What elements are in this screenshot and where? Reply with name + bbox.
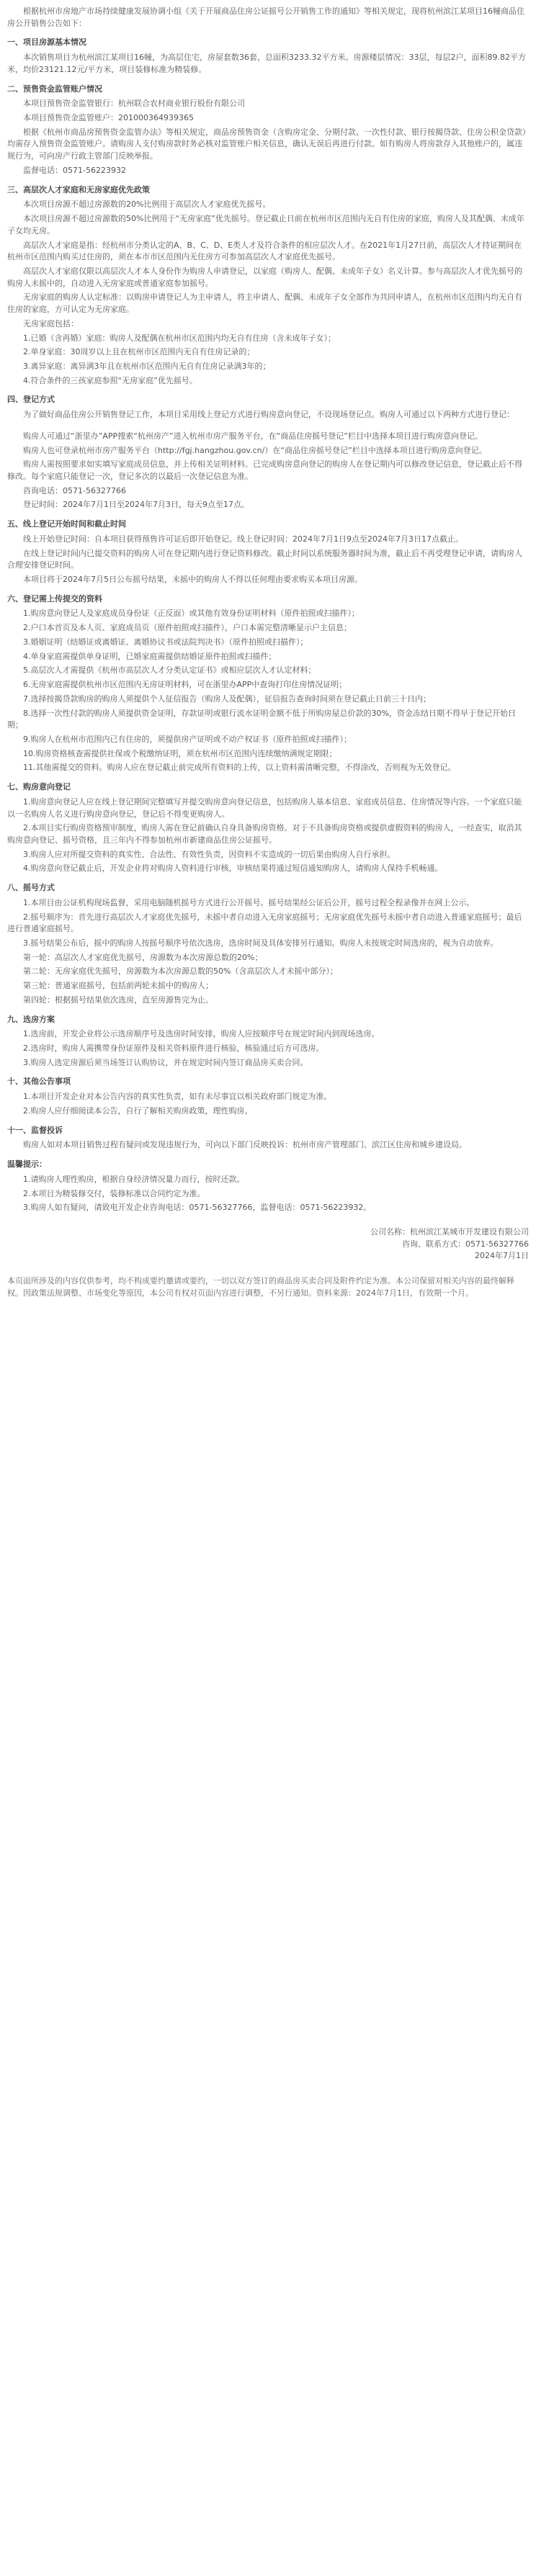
section-7-p1: 1.购房意向登记人应在线上登记期间完整填写并提交购房意向登记信息，包括购房人基本信息、家庭成员信息、住房情况等内容。一个家庭只能以一名购房人名义进行购房意向登记，登记后不得变更购房人。: [7, 796, 522, 819]
list-item: 2.单身家庭：30周岁以上且在杭州市区范围内无自有住房记录的；: [23, 347, 255, 357]
list-item: 10.购房资格核查需提供社保或个税缴纳证明，须在杭州市区范围内连续缴纳满规定期限；: [23, 748, 337, 758]
list-item: 3.婚姻证明（结婚证或离婚证、离婚协议书或法院判决书）（原件拍照或扫描件）；: [23, 637, 308, 647]
sign-date: 2024年7月1日: [475, 1251, 529, 1261]
section-8-p3: 3.摇号结果公布后，摇中的购房人按摇号顺序号依次选房，选房时间及具体安排另行通知。购房人未按规定时间选房的，视为自动放弃。: [23, 938, 499, 948]
section-5-p2: 在线上登记时间内已提交资料的购房人可在登记期内进行登记资料修改。截止时间以系统服务器时间为准，截止后不再受理登记申请，请购房人合理安排登记时间。: [7, 548, 522, 570]
section-2-text: 根据《杭州市商品房预售资金监管办法》等相关规定，商品房预售资金（含购房定金、分期付款、一次性付款、银行按揭贷款、住房公积金贷款）均需存入预售资金监管账户。请购房人支付购房款时务必核对监管账户相关信息，确认无误后再进行付款。如有购房人将房款存入其他账户的，属违规行为，可向房产行政主管部门反映举报。: [7, 127, 527, 161]
section-1-title: 一、项目房源基本情况: [7, 37, 86, 48]
section-3-list: [7, 333, 529, 387]
section-4-p3[interactable]: 购房人也可登录杭州市房产服务平台（http://fgj.hangzhou.gov.cn/）在“商品住房摇号登记”栏目中选择本项目进行购房意向登记。: [23, 445, 487, 455]
section-5-p1: 线上开始登记时间：自本项目获得预售许可证后即开始登记。线上登记时间：2024年7月1日9点至2024年7月3日17点截止。: [23, 534, 463, 544]
section-11-p1: 购房人如对本项目销售过程有疑问或发现违规行为，可向以下部门反映投诉：杭州市房产管理部门、滨江区住房和城乡建设局。: [23, 1140, 467, 1150]
intro-text: 根据杭州市房地产市场持续健康发展协调小组《关于开展商品住房公证摇号公开销售工作的通知》等相关规定，现将杭州滨江某项目16幢商品住房公开销售公告如下：: [7, 6, 524, 28]
warning-p3: 3.购房人如有疑问，请致电开发企业咨询电话：0571-56327766，监督电话：0571-56223932。: [23, 1203, 372, 1213]
list-item: 11.其他需提交的资料。购房人应在登记截止前完成所有资料的上传，以上资料需清晰完整，不得涂改，否则视为无效登记。: [23, 763, 456, 773]
section-7-p3: 3.购房人应对所提交资料的真实性、合法性、有效性负责，因资料不实造成的一切后果由购房人自行承担。: [23, 849, 396, 859]
disclaimer-footer: 本页面所涉及的内容仅供参考，均不构成要约邀请或要约，一切以双方签订的商品房买卖合同及附件约定为准。本公司保留对相关内容的最终解释权。因政策法规调整、市场变化等原因，本公司有权对页面内容进行调整，不另行通知。资料来源：2024年7月1日，有效期一个月。: [7, 1276, 514, 1298]
section-7-p4: 4.购房意向登记截止后，开发企业将对购房人资料进行审核，审核结果将通过短信通知购房人，请购房人保持手机畅通。: [23, 863, 443, 874]
list-item: 3.离异家庭：离异满3年且在杭州市区范围内无自有住房记录满3年的；: [23, 361, 271, 371]
list-item: 6.无房家庭需提供杭州市区范围内无房证明材料，可在浙里办APP中查询打印住房情况证明；: [23, 680, 347, 690]
section-4-p4: 购房人需按照要求如实填写家庭成员信息，并上传相关证明材料。已完成购房意向登记的购房人在登记期内可以修改登记信息，登记截止后不得修改。每个家庭只能登记一次，登记多次的以最后一次登记信息为准。: [7, 459, 522, 481]
section-3-sub: 无房家庭包括：: [23, 318, 79, 328]
section-4-p2: 购房人可通过“浙里办”APP搜索“杭州房产”进入杭州市房产服务平台，在“商品住房摇号登记”栏目中选择本项目进行购房意向登记。: [23, 431, 483, 441]
section-3-p4: 高层次人才家庭仅限以高层次人才本人身份作为购房人申请登记，以家庭（购房人、配偶、未成年子女）名义计算。参与高层次人才优先摇号的购房人未摇中的，自动进入无房家庭或普通家庭参加摇号。: [7, 266, 522, 288]
section-6-title: 六、登记需上传提交的资料: [7, 593, 102, 603]
section-10-p2: 2.购房人应仔细阅读本公告，自行了解相关购房政策，理性购房。: [23, 1105, 253, 1116]
list-item: 1.已婚（含再婚）家庭：购房人及配偶在杭州市区范围内均无自有住房（含未成年子女）；: [23, 333, 336, 343]
section-4-time: 登记时间：2024年7月1日至2024年7月3日，每天9点至17点。: [23, 500, 249, 510]
warning-p2: 2.本项目为精装修交付，装修标准以合同约定为准。: [23, 1188, 205, 1198]
warning-title: 温馨提示：: [7, 1159, 47, 1170]
list-item: 4.单身家庭需提供单身证明，已婚家庭需提供结婚证原件拍照或扫描件；: [23, 651, 277, 661]
section-4-title: 四、登记方式: [7, 395, 55, 405]
section-8-list: [7, 952, 529, 1007]
section-3-p2: 本次项目房源不超过房源数的50%比例用于“无房家庭”优先摇号。登记截止日前在杭州市区范围内无自有住房的家庭，购房人及其配偶、未成年子女均无房。: [7, 214, 524, 235]
section-3-p3: 高层次人才家庭是指：经杭州市分类认定的A、B、C、D、E类人才及符合条件的相应层次人才。在2021年1月27日前，高层次人才持证期间在杭州市区范围内购买过住房的，须在本市市区范围内无住房方可参加高层次人才家庭优先摇号。: [7, 240, 522, 262]
section-8-p1: 1.本项目由公证机构现场监督，采用电脑随机摇号方式进行公开摇号。摇号结果经公证后公开，摇号过程全程录像并在网上公示。: [23, 897, 475, 907]
section-3-p1: 本次项目房源不超过房源数的20%比例用于高层次人才家庭优先摇号。: [23, 199, 271, 210]
section-9-p1: 1.选房前，开发企业将公示选房顺序号及选房时间安排，购房人应按顺序号在规定时间内到现场选房。: [23, 1029, 380, 1039]
list-item: 5.高层次人才需提供《杭州市高层次人才分类认定证书》或相应层次人才认定材料；: [23, 665, 316, 676]
section-4-phone: 咨询电话：0571-56327766: [23, 485, 126, 495]
section-5-p3: 本项目将于2024年7月5日公布摇号结果，未摇中的购房人不得以任何理由要求购买本项目房源。: [23, 575, 362, 585]
list-item: 第二轮：无房家庭优先摇号，房源数为本次房源总数的50%（含高层次人才未摇中部分）；: [23, 966, 338, 977]
section-9-p3: 3.购房人选定房源后须当场签订认购协议，并在规定时间内签订商品房买卖合同。: [23, 1057, 308, 1067]
sign-phone: 咨询、联系方式：0571-56327766: [402, 1239, 529, 1249]
section-8-p2: 2.摇号顺序为：首先进行高层次人才家庭优先摇号，未摇中者自动进入无房家庭摇号；无房家庭优先摇号未摇中者自动进入普通家庭摇号；最后进行普通家庭摇号。: [7, 912, 522, 934]
list-item: 第一轮：高层次人才家庭优先摇号，房源数为本次房源总数的20%；: [23, 952, 263, 962]
sign-company: 公司名称：杭州滨江某城市开发建设有限公司: [370, 1226, 529, 1237]
section-6-list: [7, 608, 529, 774]
section-7-title: 七、购房意向登记: [7, 782, 71, 792]
section-2-title: 二、预售资金监管账户情况: [7, 84, 102, 94]
section-10-title: 十、其他公告事项: [7, 1077, 71, 1087]
section-3-p5: 无房家庭的购房人认定标准：以购房申请登记人为主申请人，将主申请人、配偶、未成年子女全部作为共同申请人，在杭州市区范围内均无自有住房的家庭，方可认定为无房家庭。: [7, 292, 522, 315]
supervision-bank: 本项目预售资金监管银行：杭州联合农村商业银行股份有限公司: [23, 99, 245, 109]
section-9-title: 九、选房方案: [7, 1014, 55, 1024]
list-item: 2.户口本首页及本人页、家庭成员页（原件拍照或扫描件），户口本需完整清晰显示户主信息；: [23, 623, 352, 633]
section-1-text: 本次销售项目为杭州滨江某项目16幢，为高层住宅，房屋套数36套，总面积3233.32平方米。房源楼层情况：33层，每层2户，面积89.82平方米，均价23121.12元/平方米，项目装修标准为精装修。: [7, 53, 526, 74]
section-3-title: 三、高层次人才家庭和无房家庭优先政策: [7, 184, 150, 194]
list-item: 第三轮：普通家庭摇号，包括前两轮未摇中的购房人；: [23, 981, 213, 991]
list-item: 1.购房意向登记人及家庭成员身份证（正反面）或其他有效身份证明材料（原件拍照或扫描件）；: [23, 609, 359, 619]
section-8-title: 八、摇号方式: [7, 883, 55, 893]
supervision-account: 本项目预售资金监管账户：201000364939365: [23, 113, 194, 123]
list-item: 第四轮：根据摇号结果依次选房，直至房源售完为止。: [23, 995, 213, 1005]
warning-p1: 1.请购房人理性购房，根据自身经济情况量力而行，按时还款。: [23, 1174, 245, 1184]
list-item: 9.购房人在杭州市范围内已有住房的，须提供房产证明或不动产权证书（原件拍照或扫描件）；: [23, 734, 352, 744]
section-7-p2: 2.本项目实行购房资格预审制度，购房人需在登记前确认自身具备购房资格。对于不具备购房资格或提供虚假资料的购房人，一经查实，取消其购房意向登记、摇号资格，且三年内不得参加杭州市新建商品住房公证摇号。: [7, 823, 522, 845]
section-10-p1: 1.本项目开发企业对本公告内容的真实性负责，如有未尽事宜以相关政府部门规定为准。: [23, 1092, 332, 1102]
list-item: 8.选择一次性付款的购房人须提供资金证明，存款证明或银行流水证明金额不低于所购房屋总价款的30%，资金冻结日期不得早于登记开始日期；: [7, 708, 516, 730]
section-9-p2: 2.选房时，购房人需携带身份证原件及相关资料原件进行核验，核验通过后方可选房。: [23, 1044, 324, 1054]
section-5-title: 五、线上登记开始时间和截止时间: [7, 519, 126, 529]
supervision-phone: 监督电话：0571-56223932: [23, 165, 126, 175]
section-11-title: 十一、监督投诉: [7, 1125, 63, 1135]
list-item: 7.选择按揭贷款购房的购房人须提供个人征信报告（购房人及配偶），征信报告查询时间须在登记截止日前三十日内；: [23, 694, 431, 704]
section-4-p1: 为了做好商品住房公开销售登记工作，本项目采用线上登记方式进行购房意向登记，不设现场登记点。购房人可通过以下两种方式进行登记：: [23, 410, 514, 420]
list-item: 4.符合条件的三孩家庭参照“无房家庭”优先摇号。: [23, 375, 197, 385]
